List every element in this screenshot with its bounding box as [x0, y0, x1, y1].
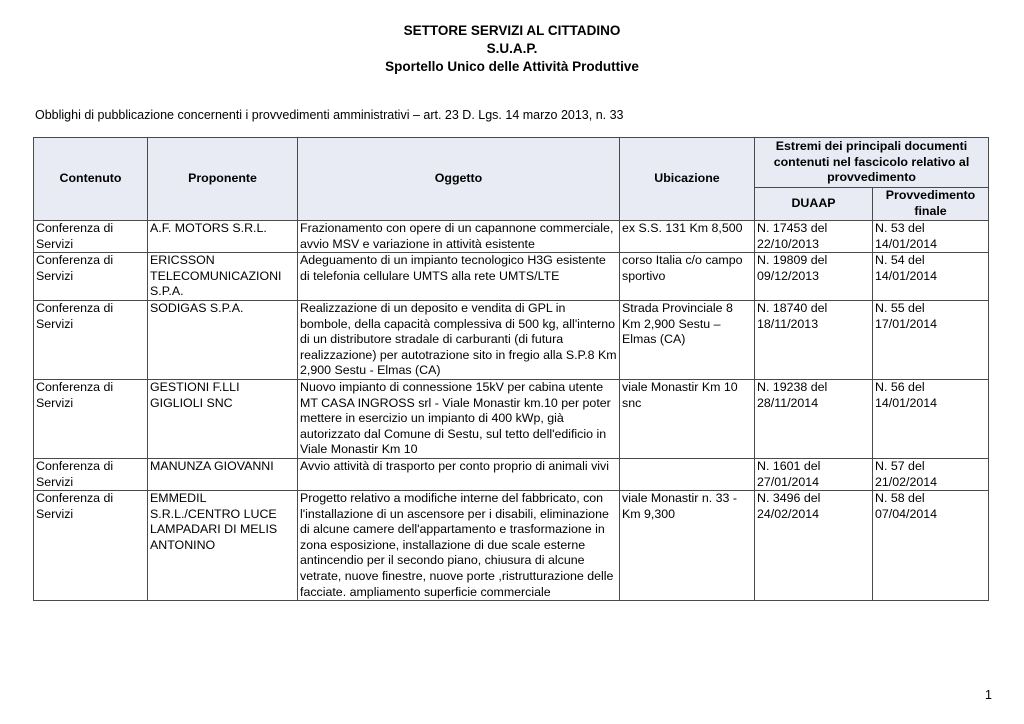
table-row [34, 253, 989, 301]
cell-provvedimento: N. 56 del 14/01/2014 [873, 379, 989, 458]
header-provvedimento: Provvedimento finale [873, 188, 989, 221]
cell-proponente: GESTIONI F.LLI GIGLIOLI SNC [148, 379, 298, 458]
header-sportello: Sportello Unico delle Attività Produttive [385, 59, 639, 74]
cell-provvedimento: N. 55 del 17/01/2014 [873, 300, 989, 379]
cell-proponente: A.F. MOTORS S.R.L. [148, 221, 298, 253]
cell-duaap: N. 19238 del 28/11/2014 [755, 379, 873, 458]
cell-proponente: SODIGAS S.P.A. [148, 300, 298, 379]
cell-oggetto: Realizzazione di un deposito e vendita di GPL in bombole, della capacità complessiva di 500 kg, all'interno di un distributore stradale di carburanti (di futura realizzazione) per autotrazione sito in fregio alla S.P.8 Km 2,900 Sestu - Elmas (CA) [298, 300, 620, 379]
cell-contenuto: Conferenza di Servizi [34, 300, 148, 379]
cell-ubicazione [620, 458, 755, 490]
cell-proponente: ERICSSON TELECOMUNICAZIONI S.P.A. [148, 253, 298, 301]
cell-contenuto: Conferenza di Servizi [34, 253, 148, 301]
cell-proponente: MANUNZA GIOVANNI [148, 458, 298, 490]
table-row [34, 379, 989, 458]
cell-duaap: N. 17453 del 22/10/2013 [755, 221, 873, 253]
cell-ubicazione: viale Monastir n. 33 - Km 9,300 [620, 491, 755, 601]
cell-duaap: N. 19809 del 09/12/2013 [755, 253, 873, 301]
cell-ubicazione: viale Monastir Km 10 snc [620, 379, 755, 458]
cell-oggetto: Avvio attività di trasporto per conto proprio di animali vivi [298, 458, 620, 490]
table-row [34, 491, 989, 601]
header-suap: S.U.A.P. [486, 41, 538, 56]
cell-provvedimento: N. 57 del 21/02/2014 [873, 458, 989, 490]
cell-provvedimento: N. 54 del 14/01/2014 [873, 253, 989, 301]
table-row [34, 221, 989, 253]
cell-contenuto: Conferenza di Servizi [34, 379, 148, 458]
header-contenuto: Contenuto [34, 138, 148, 221]
table-row [34, 458, 989, 490]
page-number: 1 [985, 688, 992, 702]
cell-contenuto: Conferenza di Servizi [34, 491, 148, 601]
header-sector: SETTORE SERVIZI AL CITTADINO [403, 23, 621, 38]
cell-duaap: N. 1601 del 27/01/2014 [755, 458, 873, 490]
cell-duaap: N. 3496 del 24/02/2014 [755, 491, 873, 601]
cell-provvedimento: N. 58 del 07/04/2014 [873, 491, 989, 601]
cell-ubicazione: corso Italia c/o campo sportivo [620, 253, 755, 301]
header-proponente: Proponente [148, 138, 298, 221]
cell-ubicazione: ex S.S. 131 Km 8,500 [620, 221, 755, 253]
cell-oggetto: Adeguamento di un impianto tecnologico H3G esistente di telefonia cellulare UMTS alla rete UMTS/LTE [298, 253, 620, 301]
header-estremi: Estremi dei principali documenti contenuti nel fascicolo relativo al provvedimento [755, 138, 989, 188]
cell-oggetto: Progetto relativo a modifiche interne del fabbricato, con l'installazione di un ascensore per i disabili, eliminazione di alcune camere dell'appartamento e trasformazione in zona esposizione, installazione di due scale esterne antincendio per il secondo piano, chiusura di alcune vetrate, nuove finestre, nuove porte ,ristrutturazione delle facciate. ampliamento superficie commerciale [298, 491, 620, 601]
cell-contenuto: Conferenza di Servizi [34, 458, 148, 490]
document-header [0, 22, 1024, 76]
provvedimenti-table [33, 137, 989, 601]
cell-duaap: N. 18740 del 18/11/2013 [755, 300, 873, 379]
cell-proponente: EMMEDIL S.R.L./CENTRO LUCE LAMPADARI DI MELIS ANTONINO [148, 491, 298, 601]
cell-contenuto: Conferenza di Servizi [34, 221, 148, 253]
table-row [34, 300, 989, 379]
header-duaap: DUAAP [755, 188, 873, 221]
header-oggetto: Oggetto [298, 138, 620, 221]
intro-text: Obblighi di pubblicazione concernenti i provvedimenti amministrativi – art. 23 D. Lgs. 14 marzo 2013, n. 33 [35, 108, 624, 122]
cell-provvedimento: N. 53 del 14/01/2014 [873, 221, 989, 253]
cell-oggetto: Frazionamento con opere di un capannone commerciale, avvio MSV e variazione in attività esistente [298, 221, 620, 253]
cell-oggetto: Nuovo impianto di connessione 15kV per cabina utente MT CASA INGROSS srl - Viale Monastir km.10 per poter mettere in esercizio un impianto di 400 kWp, già autorizzato dal Comune di Sestu, sul tetto dell'edificio in Viale Monastir Km 10 [298, 379, 620, 458]
cell-ubicazione: Strada Provinciale 8 Km 2,900 Sestu – Elmas (CA) [620, 300, 755, 379]
header-ubicazione: Ubicazione [620, 138, 755, 221]
